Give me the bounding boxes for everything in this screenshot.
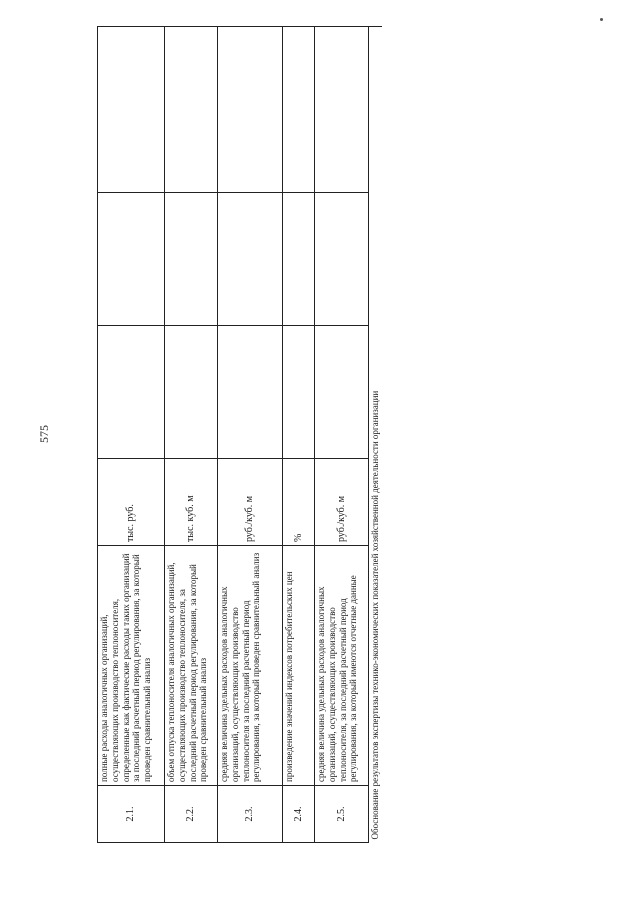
page-number: 575 xyxy=(37,425,51,443)
row-number: 2.3. xyxy=(218,786,283,843)
row-number: 2.5. xyxy=(315,786,369,843)
row-description: произведение значений индексов потребительских цен xyxy=(283,546,315,786)
table-row xyxy=(218,27,283,843)
value-cell xyxy=(218,193,283,326)
table-row xyxy=(283,27,315,843)
row-number: 2.1. xyxy=(98,786,165,843)
value-cell xyxy=(315,326,369,459)
row-unit: тыс. куб. м xyxy=(165,459,218,546)
value-cell xyxy=(315,27,369,193)
row-unit: руб./куб. м xyxy=(315,459,369,546)
row-description: полные расходы аналогичных организаций, осуществляющих производство теплоносителя, определенные как фактические расходы таких организаций за последний расчетный период регулирования, за который проведен сравнительный анализ xyxy=(98,546,165,786)
row-unit: руб./куб. м xyxy=(218,459,283,546)
table-row xyxy=(315,27,369,843)
row-description: средняя величина удельных расходов аналогичных организаций, осуществляющих производство теплоносителя, за последний расчетный период регулирования, за который имеются отчетные данные xyxy=(315,546,369,786)
value-cell xyxy=(283,193,315,326)
table-row xyxy=(98,27,165,843)
value-cell xyxy=(98,326,165,459)
footer-caption: Обоснование результатов экспертизы технико-экономических показателей хозяйственной деятельности организации xyxy=(369,27,383,843)
value-cell xyxy=(165,193,218,326)
value-cell xyxy=(165,27,218,193)
value-cell xyxy=(165,326,218,459)
value-cell xyxy=(218,326,283,459)
rotated-table-page xyxy=(97,27,383,843)
indicators-table xyxy=(97,26,382,843)
row-number: 2.2. xyxy=(165,786,218,843)
value-cell xyxy=(283,326,315,459)
value-cell xyxy=(315,193,369,326)
value-cell xyxy=(218,27,283,193)
value-cell xyxy=(98,27,165,193)
scan-speck xyxy=(600,18,603,21)
table-row xyxy=(165,27,218,843)
row-description: объем отпуска теплоносителя аналогичных организаций, осуществляющих производство теплоносителя, за последний расчетный период регулирования, за который проведен сравнительный анализ xyxy=(165,546,218,786)
value-cell xyxy=(283,27,315,193)
value-cell xyxy=(98,193,165,326)
row-description: средняя величина удельных расходов аналогичных организаций, осуществляющих производство теплоносителя за последний расчетный период регулирования, за который проведен сравнительный анализ xyxy=(218,546,283,786)
table-footer-row xyxy=(369,27,383,843)
row-unit: тыс. руб. xyxy=(98,459,165,546)
row-unit: % xyxy=(283,459,315,546)
row-number: 2.4. xyxy=(283,786,315,843)
